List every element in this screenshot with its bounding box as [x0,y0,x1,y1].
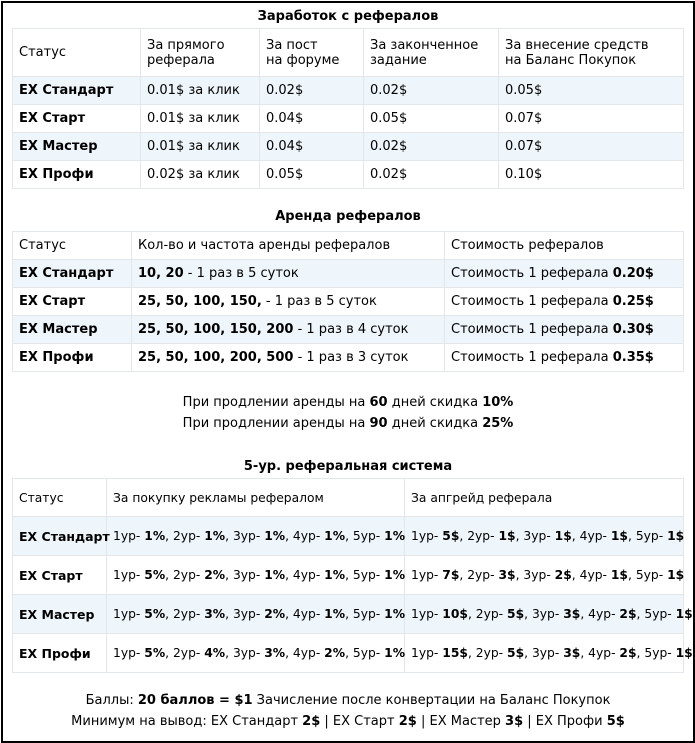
table-row [13,133,684,161]
upgrade-cell: 1ур- 7$, 2ур- 3$, 3ур- 2$, 4ур- 1$, 5ур- 1$ [405,556,684,595]
table-row [13,595,684,634]
page-frame [1,1,695,743]
cost-cell: Стоимость 1 реферала 0.20$ [445,260,684,288]
header-status: Статус [13,29,141,77]
header-upgrade: За апгрейд реферала [405,479,684,517]
ads-cell: 1ур- 1%, 2ур- 1%, 3ур- 1%, 4ур- 1%, 5ур- 1% [107,517,405,556]
direct-cell: 0.01$ за клик [141,133,260,161]
table-row [13,105,684,133]
deposit-cell: 0.10$ [499,161,684,189]
header-status: Статус [13,232,132,260]
upgrade-cell: 1ур- 5$, 2ур- 1$, 3ур- 1$, 4ур- 1$, 5ур- 1$ [405,517,684,556]
header-quantity: Кол-во и частота аренды рефералов [132,232,445,260]
quantity-cell: 10, 20 - 1 раз в 5 суток [132,260,445,288]
table-row [13,344,684,372]
status-cell: EX Мастер [13,133,141,161]
deposit-cell: 0.07$ [499,105,684,133]
table-row [13,517,684,556]
status-cell: EX Стандарт [13,517,107,556]
discount-note-90: При продлении аренды на 90 дней скидка 25% [182,416,514,431]
deposit-cell: 0.05$ [499,77,684,105]
upgrade-cell: 1ур- 15$, 2ур- 5$, 3ур- 3$, 4ур- 2$, 5ур- 1$ [405,634,684,673]
status-cell: EX Мастер [13,316,132,344]
task-cell: 0.02$ [364,77,499,105]
levels-header-row [13,479,684,517]
table-row [13,556,684,595]
status-cell: EX Профи [13,344,132,372]
quantity-cell: 25, 50, 100, 150, 200 - 1 раз в 4 суток [132,316,445,344]
rental-table [12,231,684,372]
table-row [13,316,684,344]
status-cell: EX Старт [13,105,141,133]
table-row [13,288,684,316]
levels-table [12,478,693,673]
rental-header-row [13,232,684,260]
status-cell: EX Стандарт [13,77,141,105]
ads-cell: 1ур- 5%, 2ур- 4%, 3ур- 3%, 4ур- 2%, 5ур- 1% [107,634,405,673]
quantity-cell: 25, 50, 100, 200, 500 - 1 раз в 3 суток [132,344,445,372]
status-cell: EX Старт [13,288,132,316]
table-row [13,161,684,189]
status-cell: EX Профи [13,634,107,673]
status-cell: EX Профи [13,161,141,189]
post-cell: 0.04$ [260,105,364,133]
minimum-withdrawal-note: Минимум на вывод: EX Стандарт 2$ | EX Старт 2$ | EX Мастер 3$ | EX Профи 5$ [71,714,625,729]
earnings-title: Заработок с рефералов [257,9,439,24]
direct-cell: 0.02$ за клик [141,161,260,189]
direct-cell: 0.01$ за клик [141,77,260,105]
ads-cell: 1ур- 5%, 2ур- 2%, 3ур- 1%, 4ур- 1%, 5ур- 1% [107,556,405,595]
upgrade-cell: 1ур- 10$, 2ур- 5$, 3ур- 3$, 4ур- 2$, 5ур- 1$ [405,595,684,634]
direct-cell: 0.01$ за клик [141,105,260,133]
table-row [13,260,684,288]
deposit-cell: 0.07$ [499,133,684,161]
task-cell: 0.05$ [364,105,499,133]
earnings-header-row [13,29,684,77]
header-status: Статус [13,479,107,517]
header-ads: За покупку рекламы рефералом [107,479,405,517]
status-cell: EX Мастер [13,595,107,634]
rental-title: Аренда рефералов [275,209,421,224]
cost-cell: Стоимость 1 реферала 0.30$ [445,316,684,344]
task-cell: 0.02$ [364,133,499,161]
post-cell: 0.05$ [260,161,364,189]
quantity-cell: 25, 50, 100, 150, - 1 раз в 5 суток [132,288,445,316]
header-deposit: За внесение средств на Баланс Покупок [499,29,684,77]
post-cell: 0.04$ [260,133,364,161]
header-forum-post: За пост на форуме [260,29,364,77]
task-cell: 0.02$ [364,161,499,189]
header-cost: Стоимость рефералов [445,232,684,260]
header-completed-task: За законченное задание [364,29,499,77]
points-note: Баллы: 20 баллов = $1 Зачисление после конвертации на Баланс Покупок [85,693,611,708]
earnings-table [12,28,684,189]
cost-cell: Стоимость 1 реферала 0.35$ [445,344,684,372]
status-cell: EX Старт [13,556,107,595]
cost-cell: Стоимость 1 реферала 0.25$ [445,288,684,316]
ads-cell: 1ур- 5%, 2ур- 3%, 3ур- 2%, 4ур- 1%, 5ур- 1% [107,595,405,634]
post-cell: 0.02$ [260,77,364,105]
levels-title: 5-ур. реферальная система [243,459,453,474]
status-cell: EX Стандарт [13,260,132,288]
header-direct-referral: За прямого реферала [141,29,260,77]
table-row [13,634,684,673]
table-row [13,77,684,105]
discount-note-60: При продлении аренды на 60 дней скидка 10% [182,395,514,410]
